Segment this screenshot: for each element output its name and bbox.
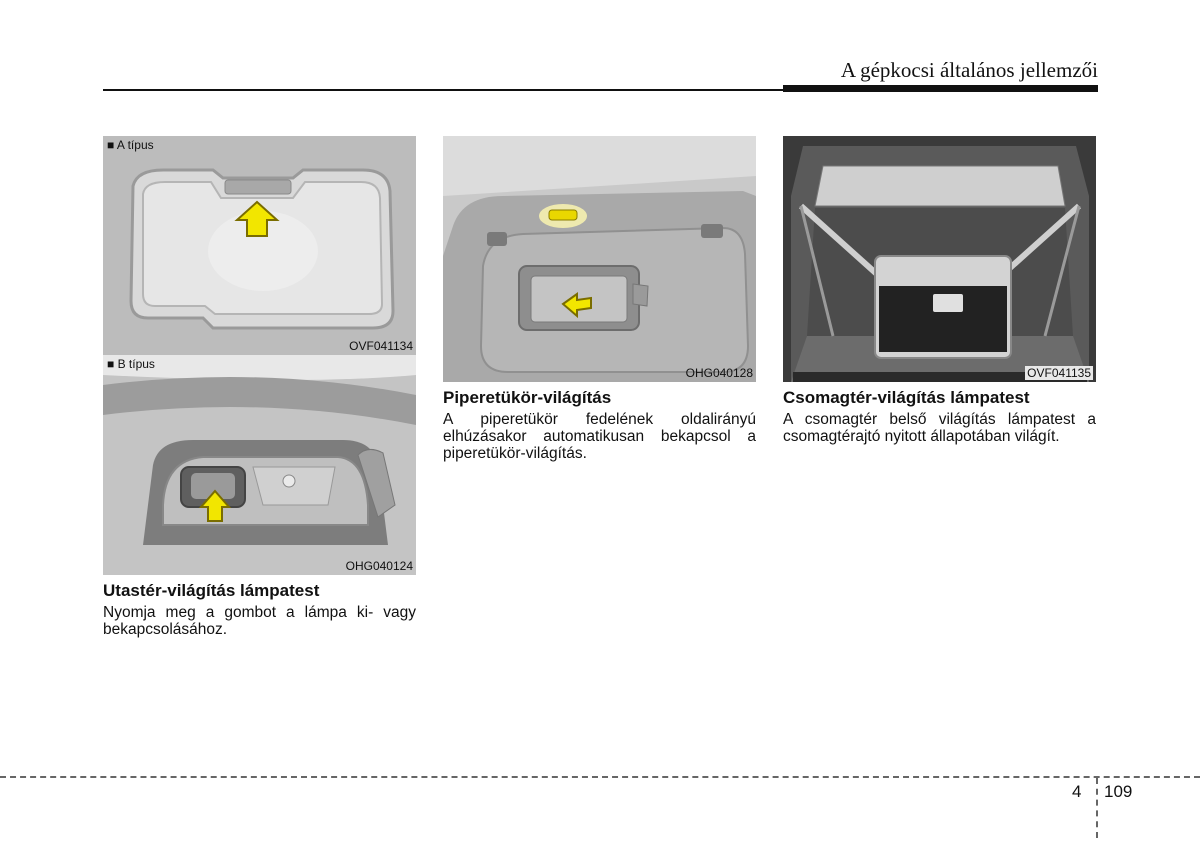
figure-type-a [103,136,416,355]
section-body-trunk-lamp: A csomagtér belső világítás lámpatest a csomagtérajtó nyitott állapotában világít. [783,411,1096,445]
footer-vertical-dashed-rule [1096,778,1098,838]
header-rule-thick [783,85,1098,92]
lamp-glow-icon [539,204,587,228]
figure-type-b [103,355,416,575]
chapter-number: 4 [1072,782,1082,801]
section-body-vanity-lamp: A piperetükör fedelének oldalirányú elhúzásakor automatikusan bekapcsol a piperetükör-világítás. [443,411,756,462]
footer-dashed-rule [0,776,1200,778]
section-title-passenger-lamp: Utastér-világítás lámpatest [103,581,320,600]
room-lamp-illustration [103,355,416,575]
overhead-lamp-illustration [103,136,416,355]
section-title-vanity-lamp: Piperetükör-világítás [443,388,612,407]
figure-code: OHG040124 [345,559,413,573]
figure-label: ■ A típus [107,138,154,152]
figure-trunk-lamp [783,136,1096,382]
figure-code: OVF041134 [349,339,413,353]
trunk-illustration [783,136,1096,382]
figure-label: ■ B típus [107,357,155,371]
header-rule [103,89,783,91]
figure-vanity-mirror [443,136,756,382]
section-title-trunk-lamp: Csomagtér-világítás lámpatest [783,388,1030,407]
section-body-passenger-lamp: Nyomja meg a gombot a lámpa ki- vagy bekapcsolásához. [103,604,416,638]
page-number: 109 [1104,782,1133,801]
figure-code: OHG040128 [685,366,753,380]
page-header-title: A gépkocsi általános jellemzői [840,58,1098,82]
figure-code: OVF041135 [1027,366,1091,380]
vanity-mirror-illustration [443,136,756,382]
